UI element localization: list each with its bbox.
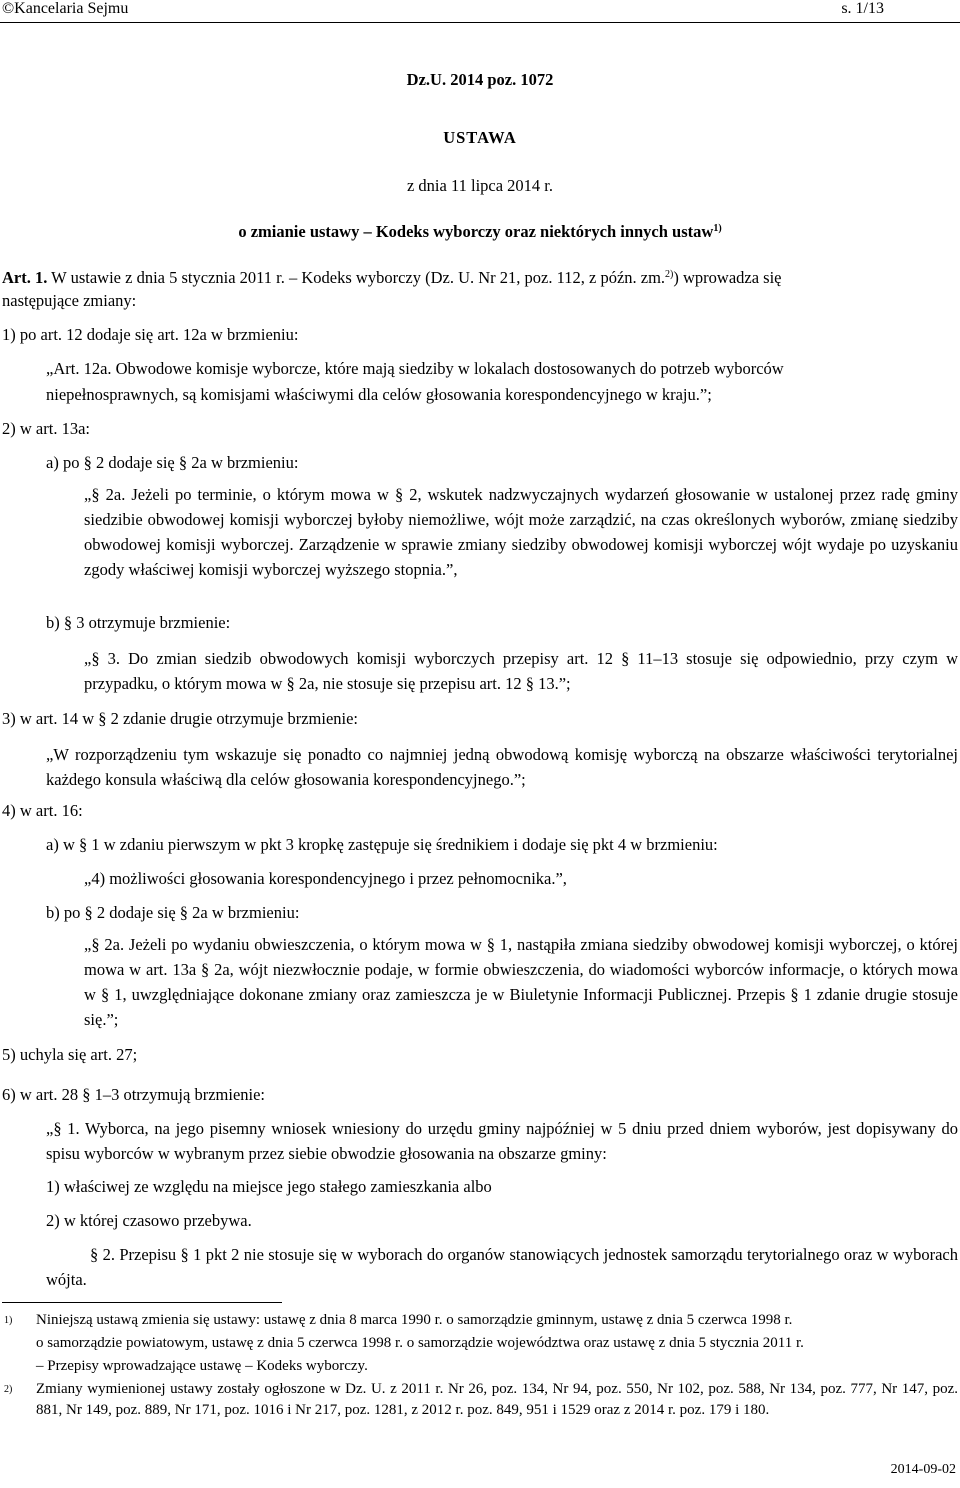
point-2b-text: „§ 3. Do zmian siedzib obwodowych komisji wyborczych przepisy art. 12 § 11–13 stosuje się odpowiednio, przy czym w przypadku, o którym mowa w § 2a, nie stosuje się przepisu art. 12 § 13.”; — [84, 649, 958, 693]
footnote-ref-1[interactable]: 1) — [713, 223, 722, 234]
point-2b: b) § 3 otrzymuje brzmienie: — [46, 613, 231, 632]
act-title-text: o zmianie ustawy – Kodeks wyborczy oraz niektórych innych ustaw — [238, 222, 714, 241]
act-date: z dnia 11 lipca 2014 r. — [406, 176, 554, 195]
footnote-1-line2: o samorządzie powiatowym, ustawę z dnia 5 czerwca 1998 r. o samorządzie województwa oraz ustawę z dnia 5 stycznia 2011 r. — [36, 1335, 804, 1351]
point-4b-text: „§ 2a. Jeżeli po wydaniu obwieszczenia, o którym mowa w § 1, nastąpiła zmiana siedziby obwodowej komisji wyborczej, o której mowa w art. 13a § 2a, wójt niezwłocznie podaje, w formie obwieszczenia, do wiadomości wyborców informacje, o których mowa w § 1, uwzględniające dokonane zmiany oraz zamieszcza je w Biuletynie Informacji Publicznej. Przepis § 1 zdanie drugie stosuje się.”; — [84, 935, 958, 1029]
point-1: 1) po art. 12 dodaje się art. 12a w brzmieniu: — [2, 325, 299, 344]
point-2a: a) po § 2 dodaje się § 2a w brzmieniu: — [46, 453, 299, 472]
article-1-lead — [2, 264, 782, 289]
footnote-2-marker: 2) — [4, 1384, 13, 1395]
point-4b: b) po § 2 dodaje się § 2a w brzmieniu: — [46, 903, 300, 922]
footnote-1-line1: Niniejszą ustawą zmienia się ustawy: ustawę z dnia 8 marca 1990 r. o samorządzie gminnym, ustawę z dnia 5 czerwca 1998 r. — [36, 1312, 793, 1328]
page-header — [0, 0, 960, 23]
footnote-1-marker: 1) — [4, 1315, 13, 1326]
point-1-text-line2: niepełnosprawnych, są komisjami właściwymi dla celów głosowania korespondencyjnego w kraju.”; — [46, 385, 712, 404]
point-1-text-line1: „Art. 12a. Obwodowe komisje wyborcze, które mają siedziby w lokalach dostosowanych do potrzeb wyborców — [46, 359, 784, 378]
article-1-lead-line2: następujące zmiany: — [2, 291, 137, 310]
point-2a-text: „§ 2a. Jeżeli po terminie, o którym mowa w § 2, wskutek nadzwyczajnych wydarzeń głosowanie w ustalonej przez radę gminy siedzibie obwodowej komisji wyborczej byłoby niemożliwe, wójt może zarządzić, na czas określonych wyborów, zmianę siedziby obwodowej komisji wyborczej. Zarządzenie w sprawie zmiany siedziby obwodowej komisji wyborczej wójt wydaje po uzyskaniu zgody właściwej komisji wyborczej wyższego stopnia.”, — [84, 485, 958, 579]
point-6-item-2: 2) w której czasowo przebywa. — [46, 1211, 252, 1230]
article-1-text: W ustawie z dnia 5 stycznia 2011 r. – Kodeks wyborczy (Dz. U. Nr 21, poz. 112, z późn. zm. — [47, 268, 666, 287]
journal-reference: Dz.U. 2014 poz. 1072 — [406, 70, 554, 89]
source-label: ©Kancelaria Sejmu — [2, 0, 129, 17]
article-1-tail: ) wprowadza się — [673, 268, 782, 287]
footnote-1-ref — [4, 1310, 12, 1336]
point-6: 6) w art. 28 § 1–3 otrzymują brzmienie: — [2, 1085, 266, 1104]
footnote-separator — [2, 1302, 282, 1303]
publication-date: 2014-09-02 — [890, 1462, 956, 1477]
point-4a-text: „4) możliwości głosowania korespondencyjnego i przez pełnomocnika.”, — [84, 869, 567, 888]
footnote-ref-2[interactable]: 2) — [665, 269, 674, 280]
point-6-text: „§ 1. Wyborca, na jego pisemny wniosek wniesiony do urzędu gminy najpóźniej w 5 dniu przed dniem wyborów, jest dopisywany do spisu wyborców w wybranym przez siebie obwodzie głosowania na obszarze gminy: — [46, 1119, 958, 1163]
point-3: 3) w art. 14 w § 2 zdanie drugie otrzymuje brzmienie: — [2, 709, 359, 728]
page-number: s. 1/13 — [841, 0, 884, 17]
point-2: 2) w art. 13a: — [2, 419, 90, 438]
point-6-item-1: 1) właściwej ze względu na miejsce jego stałego zamieszkania albo — [46, 1177, 492, 1196]
point-4a: a) w § 1 w zdaniu pierwszym w pkt 3 kropkę zastępuje się średnikiem i dodaje się pkt 4 w brzmieniu: — [46, 835, 718, 854]
point-5: 5) uchyla się art. 27; — [2, 1045, 138, 1064]
article-1-label: Art. 1. — [2, 268, 48, 287]
footnote-2-ref — [4, 1379, 12, 1405]
footnote-1-line3: – Przepisy wprowadzające ustawę – Kodeks wyborczy. — [36, 1358, 368, 1374]
point-3-text: „W rozporządzeniu tym wskazuje się ponadto co najmniej jedną obwodową komisję wyborczą na obszarze właściwości terytorialnej każdego konsula właściwą dla celów głosowania korespondencyjnego.”; — [46, 745, 958, 789]
act-type: USTAWA — [443, 128, 517, 147]
point-4: 4) w art. 16: — [2, 801, 83, 820]
point-6-section-2: § 2. Przepisu § 1 pkt 2 nie stosuje się w wyborach do organów stanowiących jednostek samorządu terytorialnego oraz w wyborach wójta. — [46, 1245, 958, 1289]
footnote-2-text: Zmiany wymienionej ustawy zostały ogłoszone w Dz. U. z 2011 r. Nr 26, poz. 134, Nr 94, poz. 550, Nr 102, poz. 588, Nr 134, poz. 777, Nr 147, poz. 881, Nr 149, poz. 889, Nr 171, poz. 1016 i Nr 217, poz. 1281, z 2012 r. poz. 849, 951 i 1529 oraz z 2014 r. poz. 179 i 180. — [36, 1381, 958, 1418]
act-title — [0, 222, 960, 242]
